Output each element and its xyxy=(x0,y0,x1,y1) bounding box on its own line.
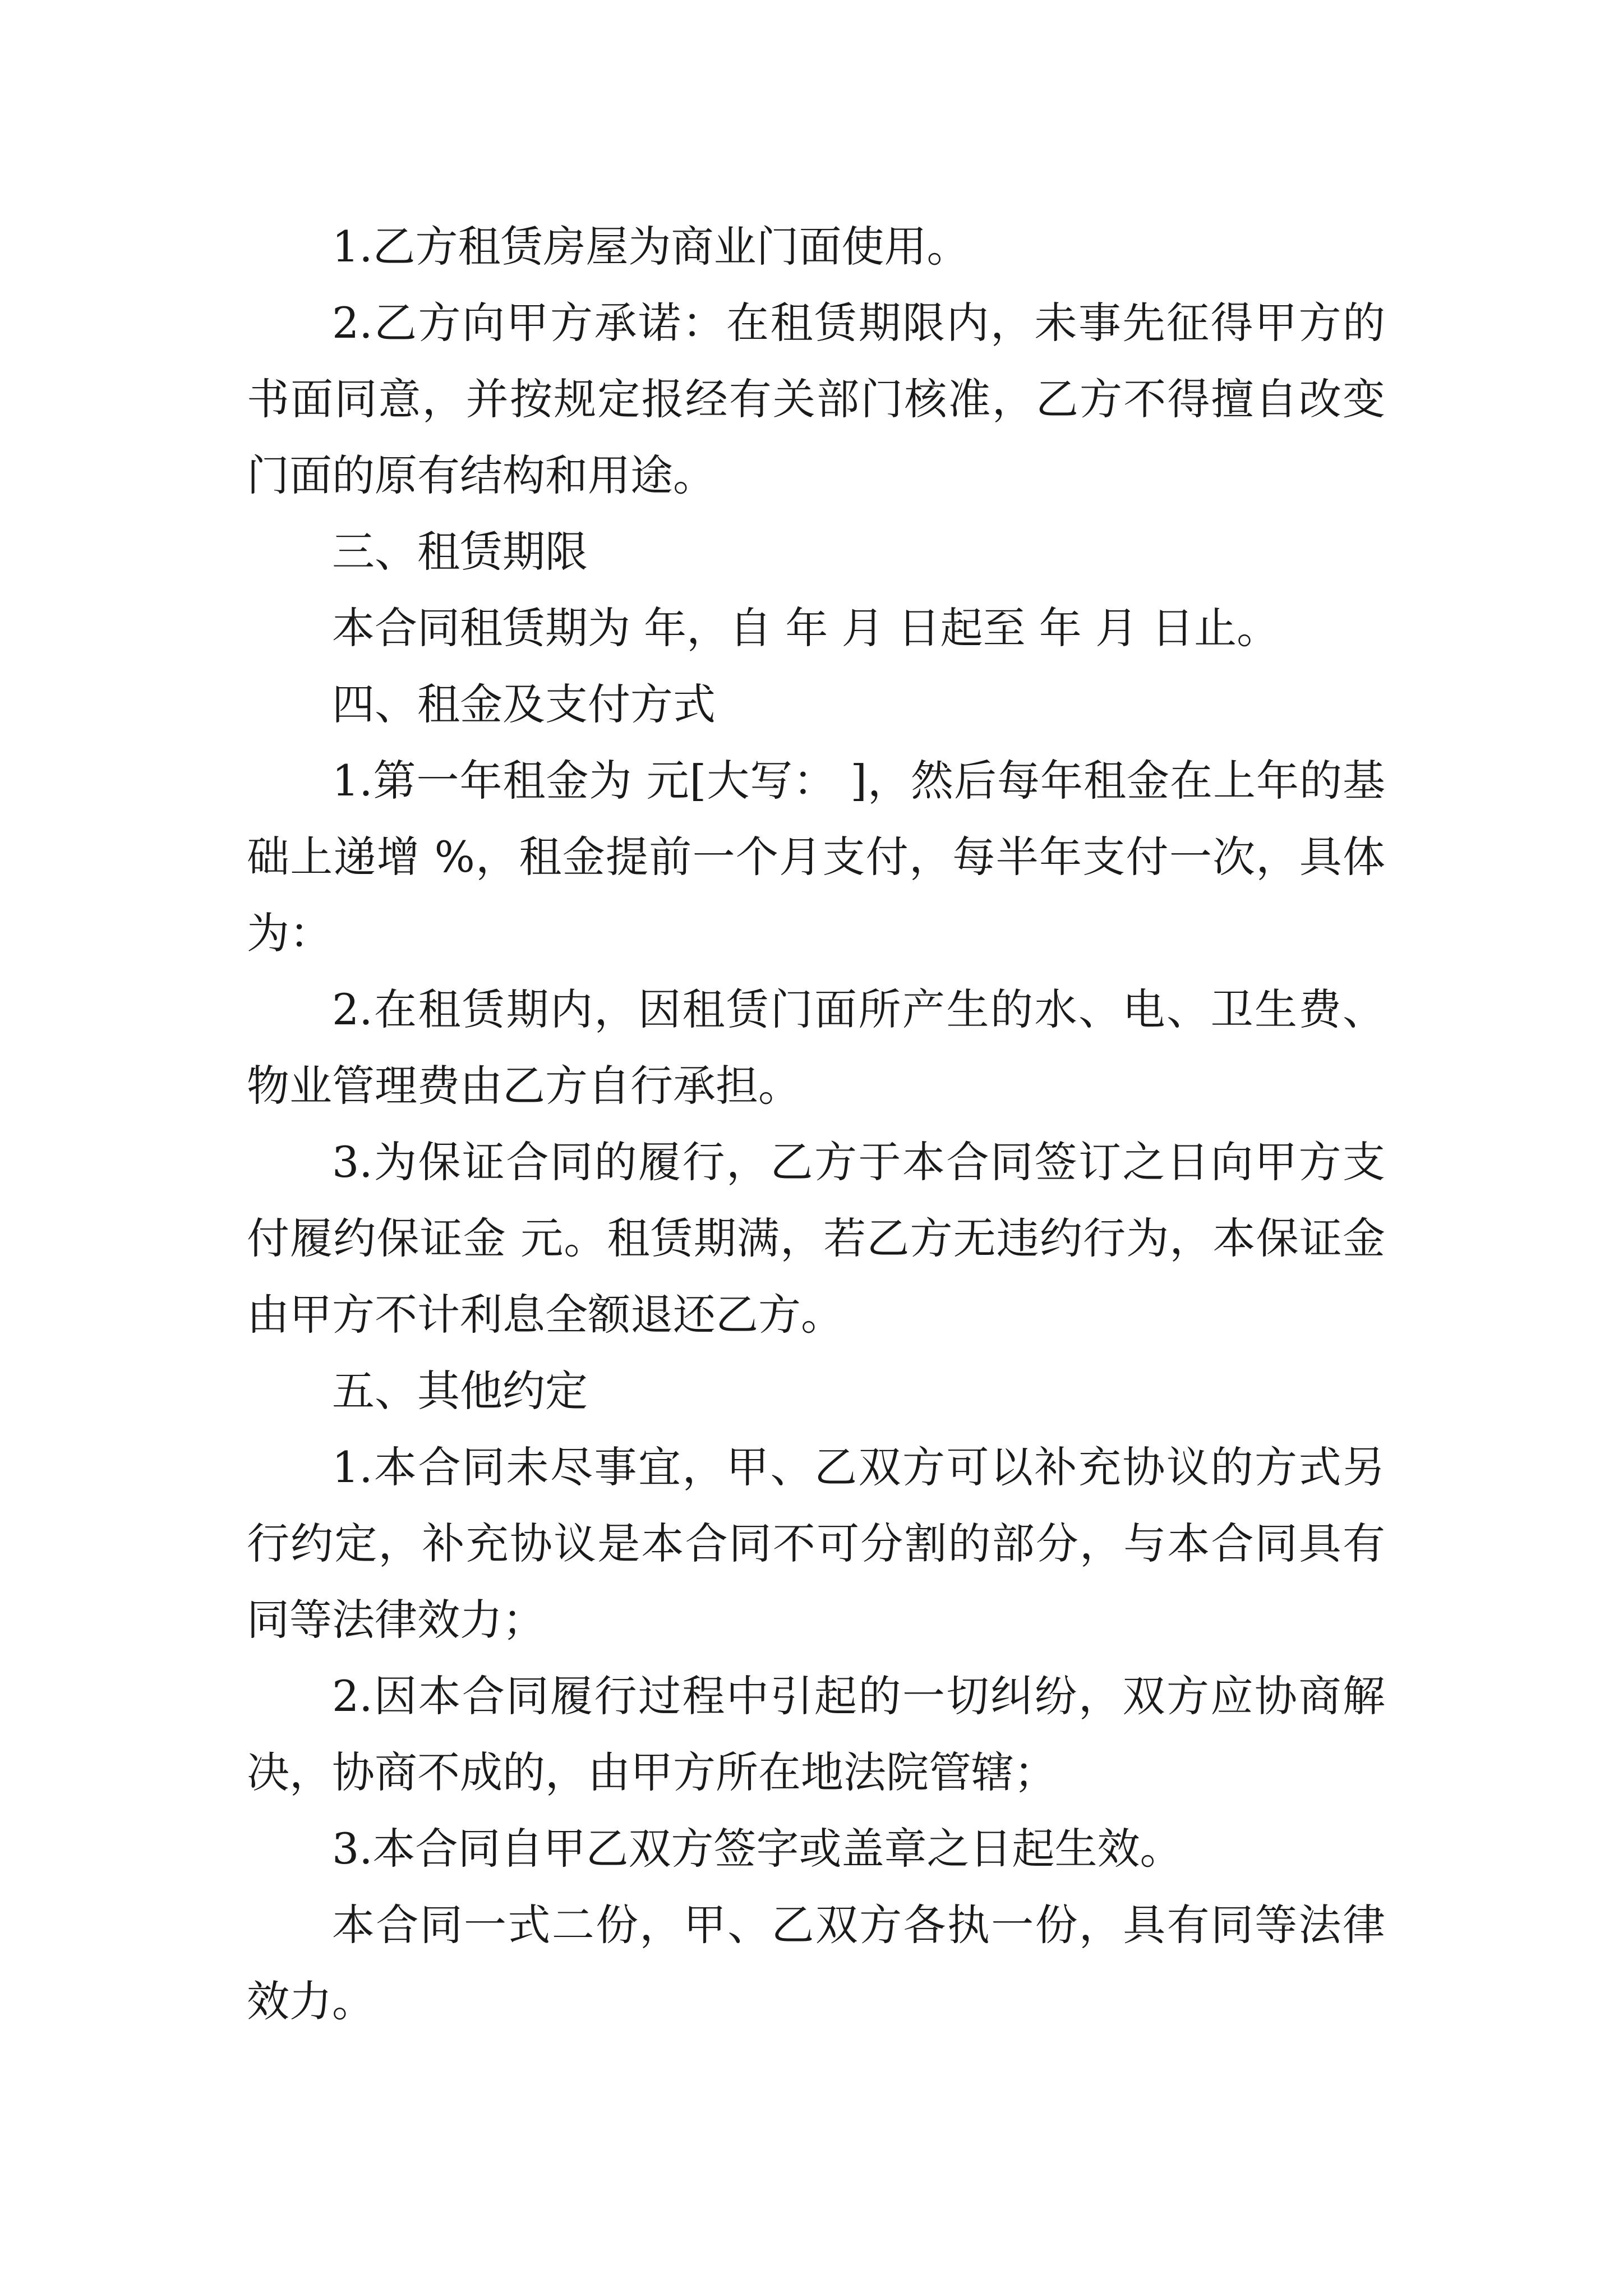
paragraph-deposit: 3.为保证合同的履行，乙方于本合同签订之日向甲方支付履约保证金 元。租赁期满，若乙方无违约行为，本保证金由甲方不计利息全额退还乙方。 xyxy=(247,1137,1385,1340)
document-body xyxy=(247,209,1385,2040)
section-heading-lease-term: 三、租赁期限 xyxy=(332,527,588,577)
paragraph-copies: 本合同一式二份，甲、乙双方各执一份，具有同等法律效力。 xyxy=(247,1900,1385,2026)
section-heading-rent-payment: 四、租金及支付方式 xyxy=(332,679,716,729)
paragraph-first-year-rent: 1.第一年租金为 元[大写： ]，然后每年租金在上年的基础上递增 %，租金提前一个月支付，每半年支付一次，具体为： xyxy=(247,756,1385,958)
paragraph-usage: 1.乙方租赁房屋为商业门面使用。 xyxy=(332,222,970,272)
paragraph-lease-term: 本合同租赁期为 年，自 年 月 日起至 年 月 日止。 xyxy=(332,603,1280,653)
paragraph-effective-date: 3.本合同自甲乙双方签字或盖章之日起生效。 xyxy=(332,1824,1183,1874)
paragraph-disputes: 2.因本合同履行过程中引起的一切纠纷，双方应协商解决，协商不成的，由甲方所在地法院管辖； xyxy=(247,1671,1385,1797)
section-heading-other-terms: 五、其他约定 xyxy=(332,1366,588,1416)
paragraph-supplementary-agreement: 1.本合同未尽事宜，甲、乙双方可以补充协议的方式另行约定，补充协议是本合同不可分割的部分，与本合同具有同等法律效力； xyxy=(247,1442,1385,1645)
paragraph-utilities: 2.在租赁期内，因租赁门面所产生的水、电、卫生费、物业管理费由乙方自行承担。 xyxy=(247,984,1385,1111)
paragraph-structure-promise: 2.乙方向甲方承诺：在租赁期限内，未事先征得甲方的书面同意，并按规定报经有关部门核准，乙方不得擅自改变门面的原有结构和用途。 xyxy=(247,298,1385,500)
